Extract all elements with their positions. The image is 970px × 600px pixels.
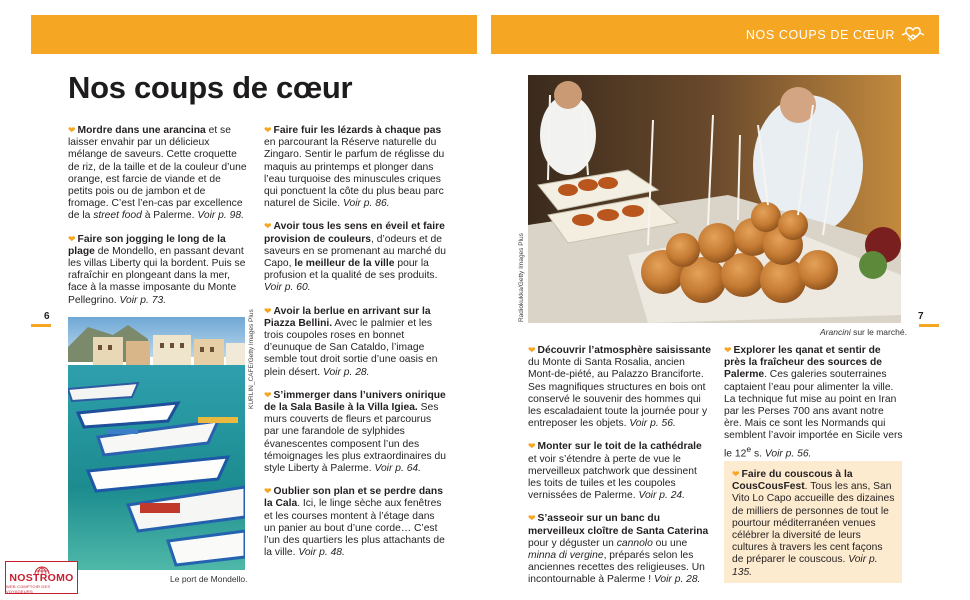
- page-reference: Voir p. 56.: [764, 448, 812, 460]
- superscript: e: [746, 443, 752, 454]
- page-number-bar-left: [31, 324, 51, 327]
- page-reference: Voir p. 28.: [653, 574, 701, 586]
- entry-santa-rosalia: [528, 344, 712, 430]
- photo-credit-left: KURLIN_CAFE/Getty Images Plus: [248, 309, 255, 409]
- photo-credit-right: Radiokukka/Getty Images Plus: [518, 233, 525, 322]
- entry-italic: minna di vergine: [528, 550, 604, 562]
- entry-heading: Mordre dans une arancina: [77, 125, 206, 136]
- entry-text: Avec le palmier et les trois coupoles roses en bonnet d’eunuque de San Cataldo, l’image semble tout droit sortie d’une oasis en plein désert.: [264, 317, 438, 378]
- section-label: NOS COUPS DE CŒUR: [745, 27, 895, 42]
- photo-caption-right: [820, 327, 907, 337]
- entry-jogging: [68, 233, 248, 307]
- caption-text: sur le marché.: [850, 327, 907, 337]
- entry-text: . Ces galeries souterraines captaient l’eau pour alimenter la ville. La technique fut mise au point en Iran par les Perses 700 ans avant notre ère. Mais ce sont les Normands qui semblent l’avoir importée en Sicile vers le 12: [724, 369, 903, 460]
- entry-heading: S’immerger dans l’univers onirique de la Sala Basile à la Villa Igiea.: [264, 389, 446, 414]
- page-reference: Voir p. 28.: [322, 366, 370, 378]
- heart-icon: ❤: [68, 233, 76, 244]
- entry-heading: Oublier son plan et se perdre dans la Cala: [264, 486, 443, 510]
- entry-santa-caterina: [528, 512, 712, 586]
- entry-heading: Avoir la berlue en arrivant sur la Piazza Bellini.: [264, 305, 431, 329]
- column-c: [528, 344, 712, 597]
- entry-heading: Explorer les qanat et sentir de près la fraîcheur des sources de Palerme: [724, 345, 882, 381]
- page-reference: Voir p. 48.: [298, 547, 345, 559]
- arancini-market-photo: [528, 75, 901, 323]
- page-reference: Voir p. 86.: [343, 198, 390, 210]
- entry-arancina: [68, 124, 248, 223]
- logo-name: NOSTROMO: [9, 571, 74, 584]
- page-reference: Voir p. 98.: [197, 210, 244, 222]
- entry-heading: Faire fuir les lézards à chaque pas: [273, 125, 442, 136]
- handshake-heart-icon: [901, 26, 925, 44]
- entry-sala-basile: [264, 389, 446, 475]
- column-d: [724, 344, 904, 470]
- heart-icon: ❤: [264, 125, 272, 135]
- page-reference: Voir p. 135.: [732, 554, 878, 578]
- couscous-highlight-box: [724, 461, 902, 583]
- entry-text: . Tous les ans, San Vito Lo Capo accueille des dizaines de milliers de personnes de tout le pourtour méditerranéen venues célébrer la diversité de leurs cultures à travers les cent façons de préparer le couscous.: [732, 481, 895, 566]
- entry-cala: [264, 485, 446, 559]
- entry-heading: S’asseoir sur un banc du merveilleux cloître de Santa Caterina: [528, 513, 709, 537]
- entry-heading: Faire du couscous à la CousCousFest: [732, 469, 853, 493]
- entry-text: en parcourant la Réserve naturelle du Zingaro. Sentir le parfum de réglisse du maquis au printemps et plonger dans l’eau turquoise des minuscules criques qui ponctuent la côte du plus beau parc naturel de Sicile.: [264, 137, 445, 210]
- nostromo-logo: [5, 561, 78, 594]
- heart-icon: ❤: [732, 469, 740, 479]
- entry-heading: Découvrir l’atmosphère saisissante: [537, 345, 711, 356]
- entry-text: à Palerme.: [141, 210, 198, 222]
- page-title: Nos coups de cœur: [68, 70, 353, 105]
- page-reference: Voir p. 56.: [629, 418, 676, 430]
- entry-italic: cannolo: [616, 537, 653, 549]
- heart-icon: ❤: [724, 345, 732, 355]
- logo-tagline: WEB COMPTOIR DES VOYAGEURS: [6, 583, 51, 594]
- entry-text: , d’odeurs et de saveurs en se promenant au marché du Capo,: [264, 233, 447, 270]
- page-number-right: 7: [918, 311, 924, 322]
- entry-text: Ses murs couverts de fleurs et parcourus par une farandole de sylphides évanescentes composent l’un des témoignages les plus extraordinaires du style Liberty à Palerme.: [264, 402, 447, 475]
- mondello-harbor-photo: [68, 317, 245, 570]
- header-band-left: [31, 15, 477, 54]
- heart-icon: ❤: [68, 125, 76, 135]
- caption-italic: Arancini: [820, 327, 851, 337]
- column-a: [68, 124, 248, 317]
- entry-bellini: [264, 305, 446, 379]
- entry-text: du Monte di Santa Rosalia, ancien Mont-de-piété, au Palazzo Branciforte. Ses magnifiques structures en bois ont conservé le souvenir des hommes qui les escaladaient toute la journée pour y entreposer les objets.: [528, 357, 708, 430]
- entry-text: et voir s’étendre à perte de vue le merveilleux patchwork que dessinent les toits de tuiles et les coupoles vernissées de Palerme.: [528, 453, 697, 502]
- entry-heading: Avoir tous les sens en éveil et faire provision de couleurs: [264, 221, 445, 245]
- entry-text: de Mondello, en passant devant les villas Liberty qui la bordent. Puis se rafraîchir en plongeant dans la mer, face à la masse imposante du Monte Pellegrino.: [68, 245, 246, 306]
- entry-bold: le meilleur de la ville: [294, 258, 395, 270]
- entry-capo: [264, 220, 446, 294]
- entry-cathedrale: [528, 440, 712, 502]
- page-number-left: 6: [44, 311, 50, 322]
- page-reference: Voir p. 60.: [264, 282, 311, 294]
- globe-icon: [34, 563, 50, 575]
- entry-text: pour y déguster un: [528, 537, 617, 549]
- entry-text: s.: [751, 448, 765, 460]
- entry-heading: Monter sur le toit de la cathédrale: [537, 441, 702, 453]
- heart-icon: ❤: [264, 486, 272, 497]
- column-b: [264, 124, 446, 570]
- page-reference: Voir p. 24.: [638, 490, 686, 502]
- entry-qanat: [724, 344, 904, 460]
- heart-icon: ❤: [264, 305, 272, 316]
- entry-heading: Faire son jogging le long de la plage: [68, 233, 226, 257]
- header-band-right: [491, 15, 939, 54]
- page-reference: Voir p. 73.: [119, 294, 167, 306]
- heart-icon: ❤: [264, 221, 272, 232]
- entry-italic: street food: [93, 210, 142, 222]
- photo-caption-left: Le port de Mondello.: [170, 574, 248, 584]
- page-number-bar-right: [919, 324, 939, 327]
- entry-text: . Ici, le linge sèche aux fenêtres et les courses montent à l’étage dans un panier au bout d’une corde… C’est l’un des quartiers les plus attachants de la ville.: [264, 498, 445, 559]
- heart-icon: ❤: [528, 513, 536, 524]
- entry-text: , préparés selon les anciennes recettes des religieuses. Un incontournable à Palerme !: [528, 550, 705, 586]
- heart-icon: ❤: [264, 389, 272, 400]
- page-reference: Voir p. 64.: [374, 463, 422, 475]
- entry-text: pour la profusion et la qualité de ses produits.: [264, 258, 438, 282]
- heart-icon: ❤: [528, 441, 536, 452]
- entry-text: et se laisser envahir par un délicieux mélange de saveurs. Cette croquette de riz, de la taille et de la couleur d’une orange, est farcie de viande et de petits pois ou de jambon et de fromage. C’est l’en-cas par excellence de la: [68, 125, 247, 222]
- entry-text: ou une: [652, 537, 688, 549]
- entry-zingaro: [264, 124, 446, 210]
- heart-icon: ❤: [528, 345, 536, 355]
